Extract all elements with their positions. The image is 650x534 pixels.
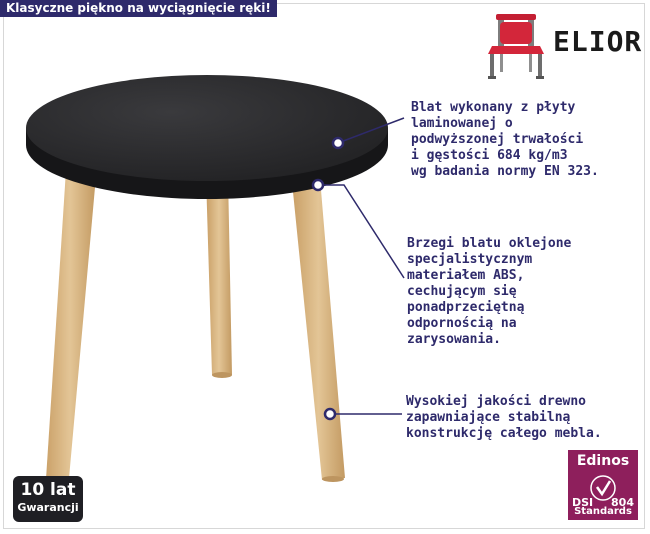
- warranty-years: 10 lat: [20, 480, 76, 500]
- callout-pointer-2: [318, 185, 404, 278]
- warranty-badge: [13, 476, 83, 522]
- callout-line: materiałem ABS,: [407, 268, 525, 283]
- callout-line: wg badania normy EN 323.: [411, 164, 599, 179]
- badge-subtitle: Standards: [574, 506, 632, 517]
- callout-line: zarysowania.: [407, 332, 501, 347]
- table-leg-back: [206, 176, 232, 378]
- tabletop: [26, 75, 388, 199]
- badge-right-text: 804: [611, 496, 634, 509]
- callout-line: laminowanej o: [411, 116, 513, 131]
- callout-line: podwyższonej trwałości: [411, 132, 584, 147]
- callout-text-wood: [406, 394, 602, 442]
- callout-line: i gęstości 684 kg/m3: [411, 148, 568, 163]
- callout-line: Brzegi blatu oklejone: [407, 236, 572, 251]
- warranty-label: Gwarancji: [17, 501, 79, 514]
- headline-banner: Klasyczne piękno na wyciągnięcie ręki!: [0, 0, 277, 17]
- callout-text-edges: [407, 236, 571, 348]
- callout-line: Blat wykonany z płyty: [411, 100, 576, 115]
- callout-dot-2: [313, 180, 323, 190]
- brand-name: ELIOR: [553, 25, 643, 58]
- callout-dot-3: [325, 409, 335, 419]
- callout-line: specjalistycznym: [407, 252, 533, 267]
- badge-emblem: [568, 474, 638, 509]
- callout-line: cechującym się: [407, 284, 517, 299]
- badge-title: Edinos: [576, 453, 630, 469]
- callout-line: zapawniające stabilną: [406, 410, 571, 425]
- table-leg-right: [292, 178, 345, 482]
- callout-text-tabletop: [411, 100, 599, 180]
- callout-dot-1: [333, 138, 343, 148]
- badge-left-text: DSI: [572, 496, 594, 509]
- chair-icon: [488, 14, 544, 79]
- callout-line: konstrukcję całego mebla.: [406, 426, 602, 441]
- callout-line: odpornością na: [407, 316, 517, 331]
- standards-badge: [568, 450, 638, 520]
- table-leg-left: [44, 170, 96, 514]
- callout-line: Wysokiej jakości drewno: [406, 394, 587, 409]
- callout-line: ponadprzeciętną: [407, 300, 525, 315]
